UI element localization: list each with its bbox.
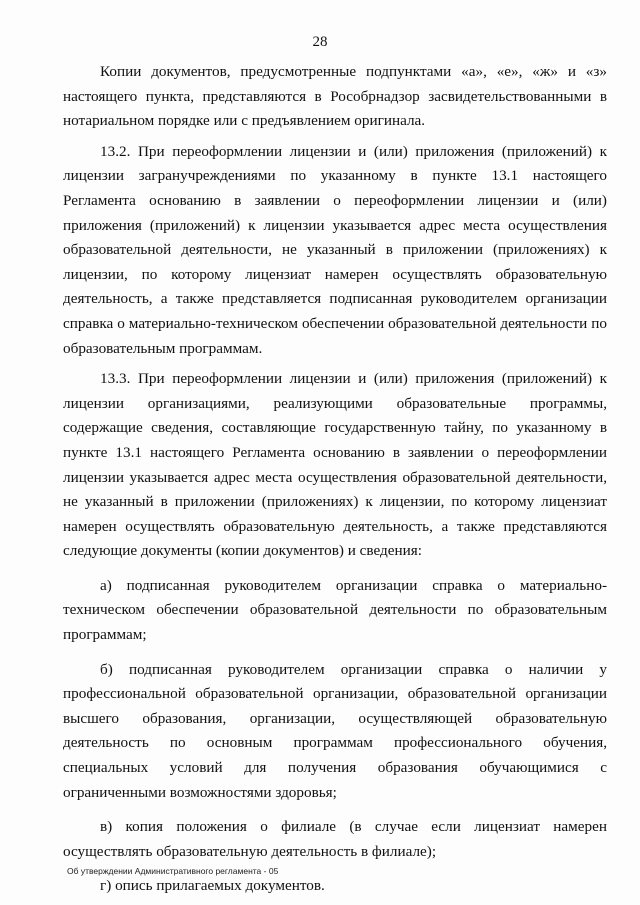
list-item-g: г) опись прилагаемых документов. bbox=[100, 877, 325, 895]
list-item-b: б) подписанная руководителем организации справка о наличии у профессиональной образовательной организации, образовательной организации высшего образования, организации, осуществляющей образовательную деятельность по основным программам профессионального обучения, специальных условий для получения образования обучающимися с ограниченными возможностями здоровья; bbox=[63, 660, 607, 801]
document-body bbox=[63, 60, 607, 899]
paragraph-13-3: 13.3. При переоформлении лицензии и (или) приложения (приложений) к лицензии организациями, реализующими образовательные программы, содержащие сведения, составляющие государственную тайну, по указанному в пункте 13.1 настоящего Регламента основанию в заявлении о переоформлении лицензии указывается адрес места осуществления образовательной деятельности, не указанный в приложении (приложениях) к лицензии, по которому лицензиат намерен осуществлять образовательную деятельность, а также представляются следующие документы (копии документов) и сведения: bbox=[63, 370, 607, 560]
paragraph-13-2: 13.2. При переоформлении лицензии и (или) приложения (приложений) к лицензии загранучреждениями по указанному в пункте 13.1 настоящего Регламента основанию в заявлении о переоформлении лицензии и (или) приложения (приложений) к лицензии указывается адрес места осуществления образовательной деятельности, не указанный в приложении (приложениях) к лицензии, по которому лицензиат намерен осуществлять образовательную деятельность, а также представляется подписанная руководителем организации справка о материально-техническом обеспечении образовательной деятельности по образовательным программам. bbox=[63, 142, 607, 357]
page-number: 28 bbox=[312, 34, 328, 50]
paragraph-copies-notice: Копии документов, предусмотренные подпунктами «а», «е», «ж» и «з» настоящего пункта, представляются в Рособрнадзор засвидетельствованными в нотариальном порядке или с предъявлением оригинала. bbox=[63, 63, 607, 130]
list-item-v: в) копия положения о филиале (в случае если лицензиат намерен осуществлять образовательную деятельность в филиале); bbox=[63, 818, 607, 860]
footer-document-reference: Об утверждении Административного регламента - 05 bbox=[67, 866, 279, 876]
list-item-a: а) подписанная руководителем организации справка о материально-техническом обеспечении образовательной деятельности по образовательным программам; bbox=[63, 576, 607, 644]
